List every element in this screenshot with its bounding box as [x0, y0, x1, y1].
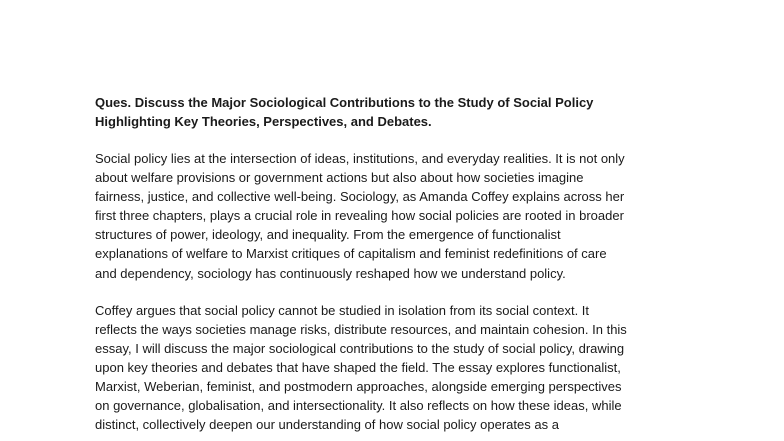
document-body — [95, 94, 695, 441]
paragraph-line: first three chapters, plays a crucial role in revealing how social policies are rooted in broader — [95, 208, 624, 224]
paragraph-line: on governance, globalisation, and intersectionality. It also reflects on how these ideas, while — [95, 398, 622, 414]
paragraph-line: structures of power, ideology, and inequality. From the emergence of functionalist — [95, 227, 561, 243]
paragraph-line: about welfare provisions or government actions but also about how societies imagine — [95, 170, 584, 186]
question-heading — [95, 94, 695, 131]
paragraph-line: distinct, collectively deepen our understanding of how social policy operates as a — [95, 417, 559, 433]
question-line: Ques. Discuss the Major Sociological Contributions to the Study of Social Policy — [95, 95, 594, 110]
paragraph-intro — [95, 149, 695, 283]
question-line: Highlighting Key Theories, Perspectives, and Debates. — [95, 113, 432, 129]
paragraph-line: reflects the ways societies manage risks, distribute resources, and maintain cohesion. In this — [95, 321, 627, 337]
paragraph-line: Social policy lies at the intersection of ideas, institutions, and everyday realities. It is not only — [95, 151, 625, 166]
paragraph-line: fairness, justice, and collective well-being. Sociology, as Amanda Coffey explains across her — [95, 189, 625, 205]
paragraph-line: explanations of welfare to Marxist critiques of capitalism and feminist redefinitions of care — [95, 246, 607, 262]
paragraph-context — [95, 301, 695, 435]
paragraph-line: and dependency, sociology has continuously reshaped how we understand policy. — [95, 265, 566, 281]
paragraph-line: essay, I will discuss the major sociological contributions to the study of social policy, drawing — [95, 340, 625, 356]
paragraph-line: Marxist, Weberian, feminist, and postmodern approaches, alongside emerging perspectives — [95, 379, 622, 395]
paragraph-line: upon key theories and debates that have shaped the field. The essay explores functionalist, — [95, 359, 621, 375]
paragraph-line: Coffey argues that social policy cannot be studied in isolation from its social context. It — [95, 302, 590, 318]
